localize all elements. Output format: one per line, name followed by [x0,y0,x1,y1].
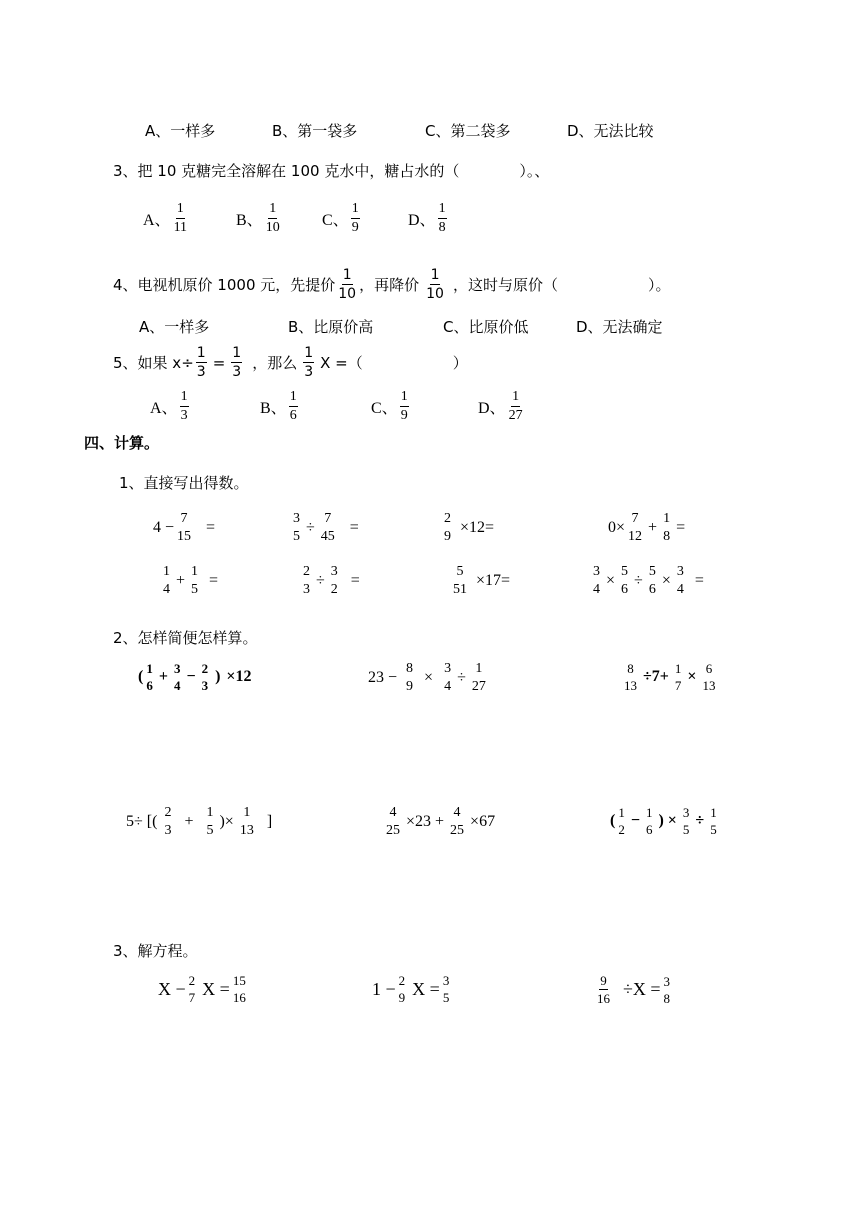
q3-question: 3、把 10 克糖完全溶解在 100 克水中，糖占水的（ ）。、 [113,162,550,180]
q3-option-d: D、 $\frac{1}{8}$ [408,201,446,235]
calc1-r2c2: 2 3 ÷ 3 2 = [303,564,360,597]
calc2-e1: ( 1 6 + 3 4 − 2 3 ) ×12 [138,661,252,693]
q5-option-a: A、 $\frac{1}{3}$ [150,389,188,423]
q5-option-c: C、 $\frac{1}{9}$ [371,389,408,423]
q2-option-b: B、第一袋多 [272,122,358,140]
q4-option-b: B、比原价高 [288,318,374,336]
q5-option-b: B、 $\frac{1}{6}$ [260,389,297,423]
calc1-r1c1: 4 − 7 15 = [153,511,216,544]
q3-option-c: C、 $\frac{1}{9}$ [322,201,359,235]
q2-option-d: D、无法比较 [567,122,654,140]
q5-question: 5、如果 x÷ $\frac{1}{3}$ = $\frac{1}{3}$ ，那么 $\frac{1}{3}$ X =（ ） [113,345,468,380]
calc1-r1c3: 2 9 ×12= [444,511,495,544]
calc1-r2c3: 5 51 ×17= [453,564,511,597]
calc2-e3: 8 13 ÷7+ 1 7 × 6 13 [624,661,716,693]
calc3-e2: 1 − 2 9 X = 3 5 [372,973,450,1005]
subsection-1-title: 1、直接写出得数。 [119,474,249,492]
q5-option-d: D、 $\frac{1}{27}$ [478,389,523,423]
calc1-r1c4: 0× 7 12 + 1 8 = [608,511,686,544]
calc1-r2c4: 3 4 × 5 6 ÷ 5 6 × 3 4 = [593,564,704,597]
q2-option-a: A、一样多 [145,122,216,140]
calc2-e5: 4 25 ×23 + 4 25 ×67 [386,805,496,838]
q2-option-c: C、第二袋多 [425,122,511,140]
q4-question: 4、电视机原价 1000 元，先提价 $\frac{1}{10}$ ，再降价 $\frac{1}{10}$ ，这时与原价（ ）。 [113,267,671,302]
calc2-e6: ( 1 2 − 1 6 ) × 3 5 ÷ 1 5 [610,805,717,837]
q4-option-c: C、比原价低 [443,318,529,336]
calc3-e3: $\frac{9}{16}$ ÷X = 3 8 [597,973,671,1006]
subsection-2-title: 2、怎样简便怎样算。 [113,629,258,647]
q4-option-d: D、无法确定 [576,318,663,336]
q3-option-b: B、 $\frac{1}{10}$ [236,201,280,235]
section-title: 四、计算。 [84,434,160,452]
calc3-e1: X − 2 7 X = 15 16 [158,973,246,1005]
q4-option-a: A、一样多 [139,318,210,336]
calc1-r2c1: 1 4 + 1 5 = [163,564,219,597]
q3-option-a: A、 $\frac{1}{11}$ [143,201,188,235]
calc1-r1c2: 3 5 ÷ 7 45 = [293,511,359,544]
calc2-e2: 23 − 8 9 × 3 4 ÷ 1 27 [368,661,486,694]
calc2-e4: 5÷ [( 2 3 + 1 5 )× 1 13 ] [126,805,273,838]
subsection-3-title: 3、解方程。 [113,942,198,960]
